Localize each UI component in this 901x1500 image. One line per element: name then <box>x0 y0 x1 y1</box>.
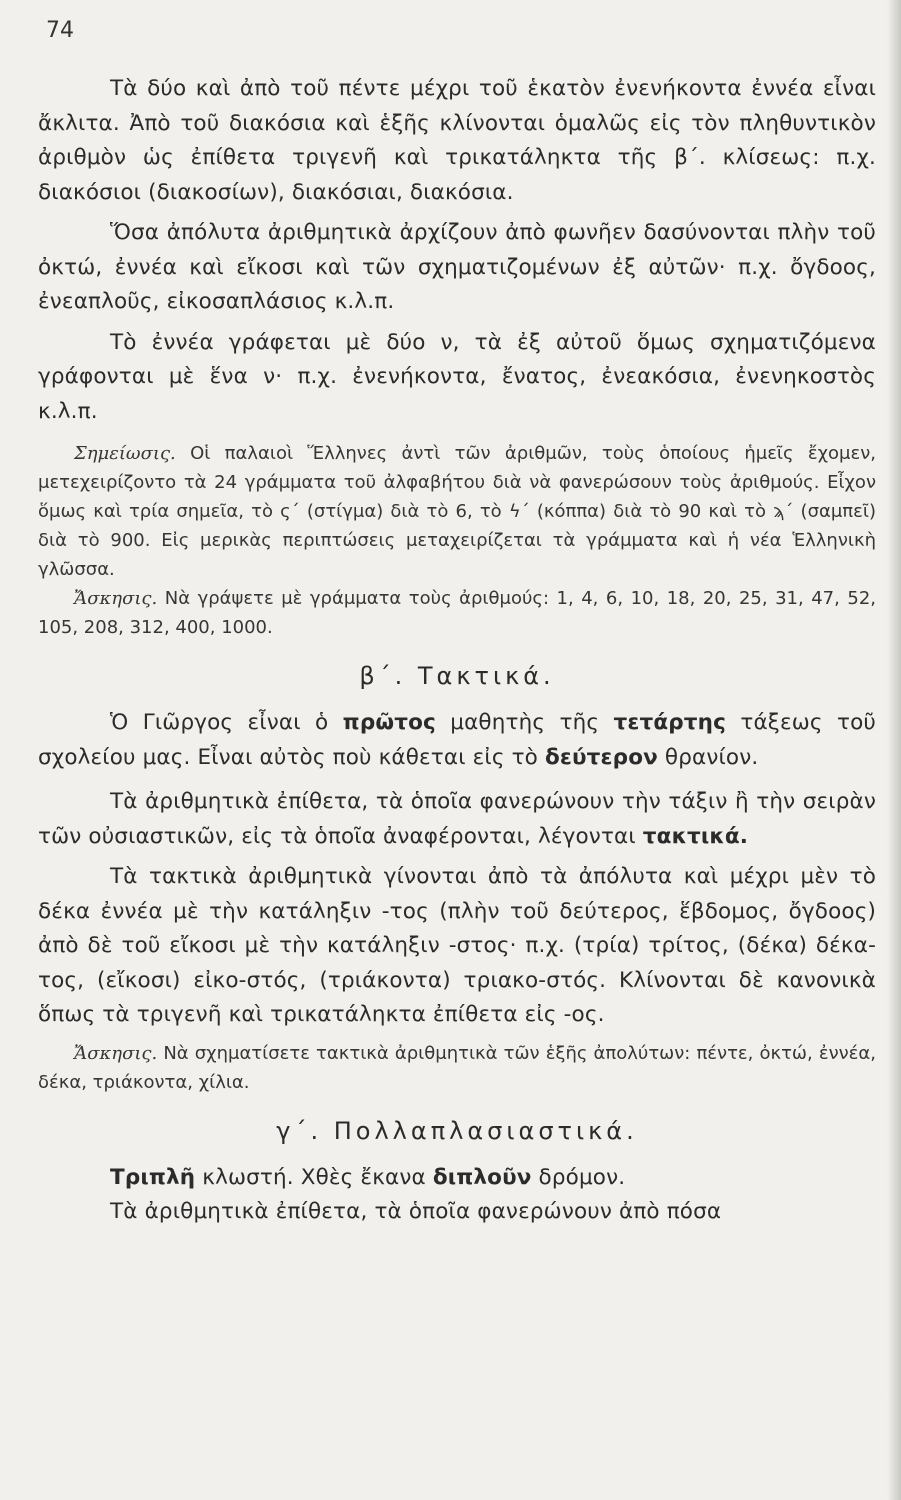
exercise-label: Ἄσκησις. <box>74 588 158 609</box>
page-edge-shadow <box>887 0 901 1500</box>
note-label: Σημείωσις. <box>74 443 176 464</box>
exercise-text: Νὰ σχηματίσετε τακτικὰ ἀριθμητικὰ τῶν ἑξῆς ἀπολύτων: πέντε, ὀκτώ, ἐννέα, δέκα, τριάκοντα, χίλια. <box>38 1042 876 1093</box>
example-ordinals <box>38 706 876 775</box>
definition-ordinals <box>38 785 876 854</box>
example-text: μαθητὴς τῆς <box>435 710 614 735</box>
section-heading-multiplicatives: γ΄. Πολλαπλασιαστικά. <box>276 1116 638 1145</box>
exercise-ordinal <box>38 1039 876 1097</box>
page-content <box>38 72 876 1230</box>
example-text: κλωστή. Χθὲς ἔκανα <box>195 1164 433 1190</box>
exercise-text: Νὰ γράψετε μὲ γράμματα τοὺς ἀριθμούς: 1, 4, 6, 10, 18, 20, 25, 31, 47, 52, 105, 208, 312, 400, 1000. <box>38 588 876 638</box>
example-bold-word: δεύτερον <box>544 744 658 770</box>
paragraph-indeclinable: Τὰ δύο καὶ ἀπὸ τοῦ πέντε μέχρι τοῦ ἑκατὸν ἐνενήκοντα ἐννέα εἶναι ἄκλιτα. Ἀπὸ τοῦ διακόσια καὶ ἑξῆς κλίνονται ὁμαλῶς εἰς τὸν πληθυντικὸν ἀριθμὸν ὡς ἐπίθετα τριγενῆ καὶ τρικατάληκτα τῆς β΄. κλίσεως: π.χ. διακόσιοι (διακοσίων), διακόσιαι, διακόσια. <box>38 76 876 205</box>
exercise-cardinal <box>38 584 876 642</box>
paragraph-multiplicatives-start: Τὰ ἀριθμητικὰ ἐπίθετα, τὰ ὁποῖα φανερώνουν ἀπὸ πόσα <box>110 1199 722 1224</box>
definition-text: Τὰ ἀριθμητικὰ ἐπίθετα, τὰ ὁποῖα φανερώνουν τὴν τάξιν ἢ τὴν σειρὰν τῶν οὐσιαστικῶν, εἰς τὰ ὁποῖα ἀναφέρονται, λέγονται <box>38 789 876 849</box>
example-multiplicatives <box>38 1161 876 1196</box>
example-bold-word: πρῶτος <box>342 710 436 735</box>
paragraph-ordinal-formation: Τὰ τακτικὰ ἀριθμητικὰ γίνονται ἀπὸ τὰ ἀπόλυτα καὶ μέχρι μὲν τὸ δέκα ἐννέα μὲ τὴν κατάληξιν -τος (πλὴν τοῦ δεύτερος, ἕβδομος, ὄγδοος) ἀπὸ δὲ τοῦ εἴκοσι μὲ τὴν κατάληξιν -στος· π.χ. (τρία) τρίτος, (δέκα) δέκα-τος, (εἴκοσι) εἰκο-στός, (τριάκοντα) τριακο-στός. Κλίνονται δὲ κανονικὰ ὅπως τὰ τριγενῆ καὶ τρικατάληκτα ἐπίθετα εἰς -ος. <box>38 864 876 1027</box>
example-bold-word: διπλοῦν <box>432 1164 532 1190</box>
definition-term: τακτικά. <box>642 823 749 849</box>
section-heading-ordinals: β΄. Τακτικά. <box>359 662 555 690</box>
page-number: 74 <box>46 18 74 43</box>
example-text: τάξεως τοῦ σχολείου μας. Εἶναι αὐτὸς ποὺ κάθεται εἰς τὸ <box>38 710 876 770</box>
exercise-label: Ἄσκησις. <box>74 1042 158 1064</box>
paragraph-ennea-spelling: Τὸ ἐννέα γράφεται μὲ δύο ν, τὰ ἐξ αὐτοῦ ὅμως σχηματιζόμενα γράφονται μὲ ἕνα ν· π.χ. ἐνενήκοντα, ἔνατος, ἐνεακόσια, ἐνενηκοστὸς κ.λ.π. <box>38 329 876 424</box>
note-text: Οἱ παλαιοὶ Ἕλληνες ἀντὶ τῶν ἀριθμῶν, τοὺς ὁποίους ἡμεῖς ἔχομεν, μετεχειρίζοντο τὰ 24 γράμματα τοῦ ἀλφαβήτου διὰ νὰ φανερώσουν τοὺς ἀριθμούς. Εἶχον ὅμως καὶ τρία σημεῖα, τὸ ς΄ (στίγμα) διὰ τὸ 6, τὸ ϟ΄ (κόππα) διὰ τὸ 90 καὶ τὸ ϡ΄ (σαμπεῖ) διὰ τὸ 900. Εἰς μερικὰς περιπτώσεις μεταχειρίζεται τὰ γράμματα καὶ ἡ νέα Ἑλληνικὴ γλῶσσα. <box>38 443 876 580</box>
example-text: θρανίον. <box>657 744 759 770</box>
example-bold-word: Τριπλῆ <box>110 1164 196 1190</box>
note-ancient-numerals <box>38 439 876 584</box>
example-text: δρόμον. <box>531 1164 626 1190</box>
example-text: Ὁ Γιῶργος εἶναι ὁ <box>110 710 343 735</box>
paragraph-rough-breathing: Ὅσα ἀπόλυτα ἀριθμητικὰ ἀρχίζουν ἀπὸ φωνῆεν δασύνονται πλὴν τοῦ ὀκτώ, ἐννέα καὶ εἴκοσι καὶ τῶν σχηματιζομένων ἐξ αὐτῶν· π.χ. ὄγδοος, ἐνεαπλοῦς, εἰκοσαπλάσιος κ.λ.π. <box>38 220 876 314</box>
example-bold-word: τετάρτης <box>613 710 727 735</box>
